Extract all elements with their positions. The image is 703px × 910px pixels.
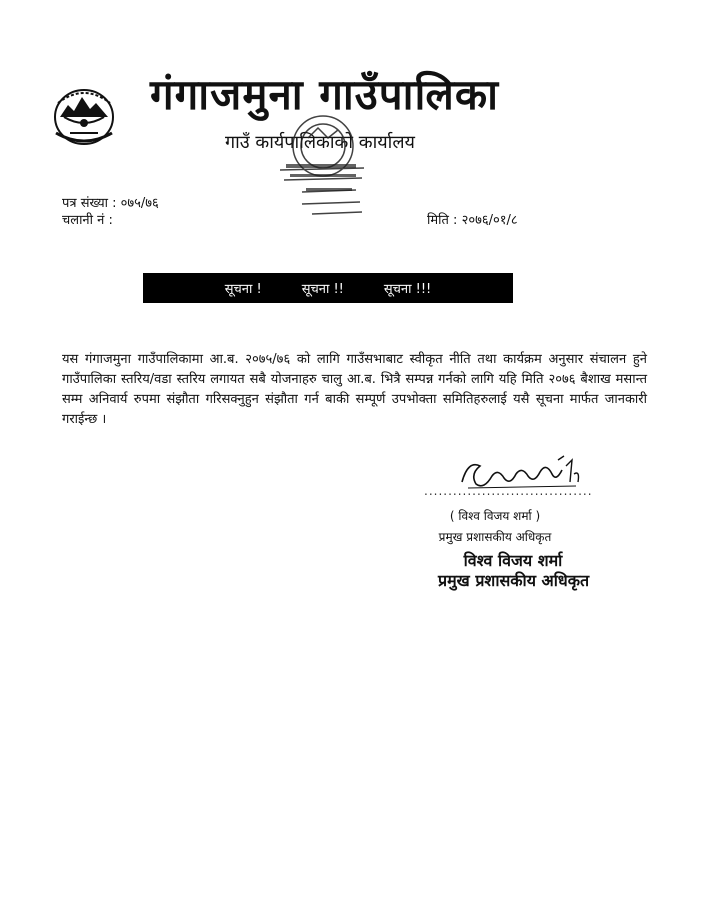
signatory-title: प्रमुख प्रशासकीय अधिकृत xyxy=(438,530,552,544)
notice-body-paragraph: यस गंगाजमुना गाउँपालिकामा आ.ब. २०७५/७६ को लागि गाउँसभाबाट स्वीकृत नीति तथा कार्यक्रम अनुसार संचालन हुने गाउँपालिका स्तरिय/वडा स्तरिय लगायत सबै योजनाहरु चालु आ.ब. भित्रै सम्पन्न गर्नको लागि यहि मिति २०७६ बैशाख मसान्त सम्म अनिवार्य रुपमा संझौता गरिसक्नुहुन संझौता गर्न बाकी सम्पूर्ण उपभोक्ता समितिहरुलाई यसै सूचना मार्फत जानकारी गराईन्छ । xyxy=(62,352,647,427)
title-stamp: प्रमुख प्रशासकीय अधिकृत xyxy=(438,571,590,590)
organization-name: गंगाजमुना गाउँपालिका xyxy=(150,70,500,119)
notice-banner-item: सूचना ! xyxy=(224,282,262,297)
signature-line: ................................... xyxy=(424,484,593,498)
notice-banner-item: सूचना !!! xyxy=(383,282,432,297)
notice-banner-item: सूचना !! xyxy=(301,282,344,297)
office-name: गाउँ कार्यपालिकाको कार्यालय xyxy=(225,132,415,153)
letter-date: मिति : २०७६/०१/८ xyxy=(427,213,518,228)
signatory-name: ( विश्व विजय शर्मा ) xyxy=(449,509,541,523)
dispatch-number: चलानी नं : xyxy=(62,213,113,228)
letter-number: पत्र संख्या : ०७५/७६ xyxy=(62,196,159,211)
notice-banner xyxy=(143,273,513,303)
name-stamp: विश्व विजय शर्मा xyxy=(463,551,563,570)
office-round-stamp-icon xyxy=(272,108,374,218)
nepal-government-emblem-icon xyxy=(50,83,118,149)
